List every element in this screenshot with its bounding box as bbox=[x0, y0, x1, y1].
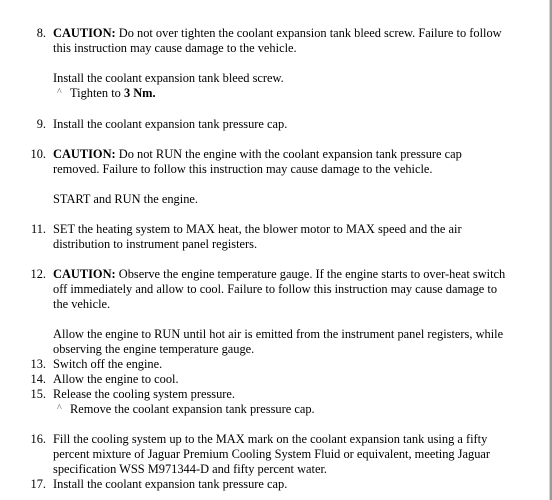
step-number: 9. bbox=[36, 117, 46, 131]
sub-bullet-tighten: ^ Tighten to 3 Nm. bbox=[57, 86, 156, 100]
bullet-caret-icon: ^ bbox=[57, 87, 62, 98]
step-text: Fill the cooling system up to the MAX mark on the coolant expansion tank using a fifty percent mixture of Jaguar Premium Cooling System Fluid or equivalent, meeting Jaguar specification WSS M971344-D and fifty percent water. bbox=[53, 432, 491, 476]
step-text: Release the cooling system pressure. bbox=[53, 387, 236, 401]
sub-instruction-allow-run: Allow the engine to RUN until hot air is emitted from the instrument panel registers, while observing the engine temperature gauge. bbox=[53, 327, 504, 356]
sub-bullet-remove-cap: ^ Remove the coolant expansion tank pressure cap. bbox=[57, 402, 315, 416]
step-caution-text: CAUTION: Do not RUN the engine with the coolant expansion tank pressure cap removed. Failure to follow this instruction may cause damage to the vehicle. bbox=[53, 147, 462, 176]
step-caution-text: CAUTION: Do not over tighten the coolant expansion tank bleed screw. Failure to follow this instruction may cause damage to the vehicle. bbox=[53, 26, 502, 55]
step-text: Install the coolant expansion tank pressure cap. bbox=[53, 477, 288, 491]
torque-value: 3 Nm. bbox=[123, 86, 156, 100]
step-number: 14. bbox=[30, 372, 46, 386]
step-text: Switch off the engine. bbox=[53, 357, 163, 371]
step-number: 8. bbox=[36, 26, 46, 40]
step-text: SET the heating system to MAX heat, the blower motor to MAX speed and the air distribution to instrument panel registers. bbox=[53, 222, 462, 251]
caution-label: CAUTION: bbox=[53, 26, 116, 40]
sub-instruction-bleed-screw: Install the coolant expansion tank bleed screw. bbox=[53, 71, 284, 85]
step-number: 15. bbox=[30, 387, 46, 401]
caution-label: CAUTION: bbox=[53, 147, 116, 161]
step-number: 17. bbox=[30, 477, 46, 491]
caution-label: CAUTION: bbox=[53, 267, 116, 281]
bullet-caret-icon: ^ bbox=[57, 403, 62, 414]
step-number: 16. bbox=[30, 432, 46, 446]
step-number: 11. bbox=[30, 222, 46, 236]
step-caution-text: CAUTION: Observe the engine temperature gauge. If the engine starts to over-heat switch off immediately and allow to cool. Failure to follow this instruction may cause damage to the vehicle. bbox=[53, 267, 506, 311]
step-text: Install the coolant expansion tank pressure cap. bbox=[53, 117, 288, 131]
step-number: 13. bbox=[30, 357, 46, 371]
step-number: 12. bbox=[30, 267, 46, 281]
step-number: 10. bbox=[30, 147, 46, 161]
step-text: Allow the engine to cool. bbox=[53, 372, 179, 386]
sub-instruction-start-run: START and RUN the engine. bbox=[53, 192, 198, 206]
